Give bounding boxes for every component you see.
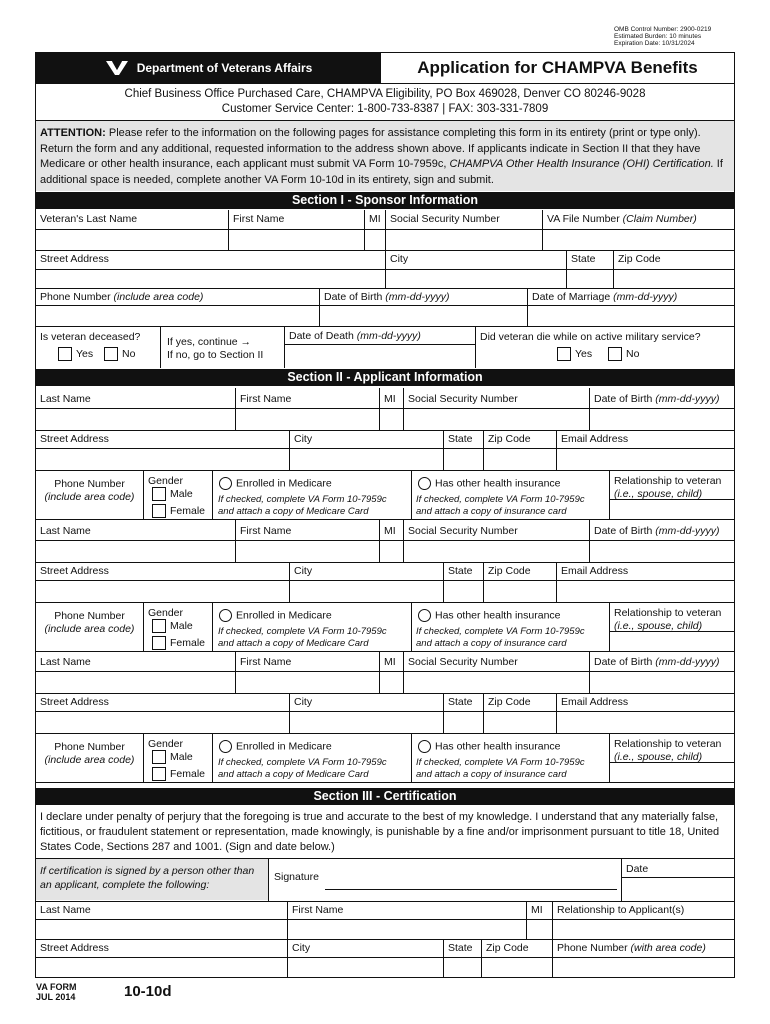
applicant-3-email-label: Email Address [561,696,629,708]
attention-text: Please refer to the information on the following pages for assistance completing this form in its entirety (print or type only). Return the form and any additional, requested information to the address shown above. If applicants indicate in Section II that they have Medicare or other health insurance, each applicant must submit VA Form 10-7959c, [40,127,701,170]
applicant-3-ohi-radio[interactable] [418,740,431,753]
attention-label: ATTENTION: [40,127,106,139]
third-party-note: If certification is signed by a person other than an applicant, complete the following: [36,859,268,900]
veteran-dob-field[interactable] [320,306,527,326]
active-duty-question: Did veteran die while on active military service? [480,331,701,343]
applicant-1-email-label: Email Address [561,433,629,445]
veteran-street-field[interactable] [36,270,385,288]
section-1-header: Section I - Sponsor Information [36,192,734,209]
certifier-city-label: City [292,942,311,954]
va-seal-icon [105,59,129,77]
certifier-mi-label: MI [531,904,543,916]
applicant-2-mi-label: MI [384,525,396,537]
certifier-phone-field[interactable] [553,958,733,976]
applicant-1-zip-label: Zip Code [488,433,531,445]
applicant-2-medicare-note: If checked, complete VA Form 10-7959c and attach a copy of Medicare Card [218,626,387,649]
applicant-3-state-label: State [448,696,473,708]
applicant-1-ohi-option[interactable]: Has other health insurance [414,475,565,492]
applicant-3-last-name-field[interactable] [36,672,235,692]
omb-burden: Estimated Burden: 10 minutes [614,33,702,40]
deceased-question: Is veteran deceased? [40,331,141,343]
veteran-phone-label: Phone Number (include area code) [40,291,204,303]
deceased-no-checkbox[interactable] [104,347,118,361]
applicant-2-medicare-radio[interactable] [219,609,232,622]
address-line: Chief Business Office Purchased Care, CHAMPVA Eligibility, PO Box 469028, Denver CO 80246-9028 [124,88,646,100]
applicant-2-last-name-label: Last Name [40,525,91,537]
applicant-1-gender-label: Gender [148,475,184,487]
applicant-2-state-label: State [448,565,473,577]
applicant-1-ssn-field[interactable] [404,409,589,429]
applicant-3-female-option[interactable]: Female [148,765,209,783]
applicant-3-dob-field[interactable] [590,672,733,692]
applicant-2-relationship-label: Relationship to veteran (i.e., spouse, child) [614,607,722,632]
applicant-1-dob-label: Date of Birth (mm-dd-yyyy) [594,393,720,405]
form-date: JUL 2014 [36,992,76,1002]
applicant-3-male-option[interactable]: Male [148,748,197,766]
applicant-1-street-field[interactable] [36,449,289,469]
applicant-1-mi-label: MI [384,393,396,405]
veteran-phone-field[interactable] [36,306,319,326]
applicant-1-relationship-label: Relationship to veteran (i.e., spouse, child) [614,475,722,500]
applicant-2-dob-label: Date of Birth (mm-dd-yyyy) [594,525,720,537]
applicant-3-phone-field[interactable] [36,765,143,779]
applicant-2-email-label: Email Address [561,565,629,577]
applicant-3-mi-label: MI [384,656,396,668]
veteran-last-name-field[interactable] [36,230,228,250]
applicant-1-female-option[interactable]: Female [148,502,209,520]
form-footer [36,982,77,1002]
veteran-ssn-field[interactable] [386,230,542,250]
applicant-2-street-field[interactable] [36,581,289,601]
applicant-3-medicare-radio[interactable] [219,740,232,753]
applicant-1-state-field[interactable] [444,449,483,469]
certifier-mi-field[interactable] [527,920,552,938]
applicant-2-male-option[interactable]: Male [148,617,197,635]
veteran-state-label: State [571,253,596,265]
certifier-state-field[interactable] [444,958,481,976]
death-date-label: Date of Death (mm-dd-yyyy) [289,330,421,342]
applicant-1-street-label: Street Address [40,433,109,445]
applicant-1-medicare-option[interactable]: Enrolled in Medicare [215,475,336,492]
applicant-1-state-label: State [448,433,473,445]
deceased-instructions [163,334,267,364]
mailing-address [36,83,734,121]
applicant-3-relationship-label: Relationship to veteran (i.e., spouse, child) [614,738,722,763]
applicant-1-city-label: City [294,433,313,445]
applicant-1-mi-field[interactable] [380,409,403,429]
applicant-2-ssn-label: Social Security Number [408,525,518,537]
agency-banner [36,53,381,83]
omb-control-number: OMB Control Number: 2900-0219 [614,26,712,33]
applicant-1-last-name-label: Last Name [40,393,91,405]
form-number: 10-10d [124,983,172,1000]
veteran-mi-label: MI [369,213,381,225]
applicant-2-city-label: City [294,565,313,577]
applicant-2-mi-field[interactable] [380,541,403,561]
agency-name: Department of Veterans Affairs [136,61,313,75]
attention-text-end: If additional space is needed, complete another VA Form 10-10d in its entirety, sign and submit. [40,158,723,186]
certifier-relationship-label: Relationship to Applicant(s) [557,904,685,916]
applicant-2-phone-label: Phone Number (include area code) [44,610,135,635]
applicant-3-last-name-label: Last Name [40,656,91,668]
applicant-2-relationship-field[interactable] [610,632,733,648]
applicant-3-state-field[interactable] [444,712,483,732]
applicant-3-dob-label: Date of Birth (mm-dd-yyyy) [594,656,720,668]
certifier-relationship-field[interactable] [553,920,733,938]
applicant-2-ohi-radio[interactable] [418,609,431,622]
applicant-3-ssn-field[interactable] [404,672,589,692]
marriage-date-field[interactable] [528,306,733,326]
signature-field[interactable] [325,868,617,890]
veteran-zip-label: Zip Code [618,253,661,265]
omb-info [614,26,732,47]
applicant-3-street-field[interactable] [36,712,289,732]
veteran-last-name-label: Veteran's Last Name [40,213,138,225]
section-3-header: Section III - Certification [36,788,734,805]
death-date-field[interactable] [285,345,474,367]
veteran-city-field[interactable] [386,270,566,288]
applicant-3-relationship-field[interactable] [610,763,733,779]
applicant-3-zip-label: Zip Code [488,696,531,708]
applicant-1-last-name-field[interactable] [36,409,235,429]
certifier-last-name-field[interactable] [36,920,287,938]
applicant-2-gender-label: Gender [148,607,184,619]
applicant-3-first-name-field[interactable] [236,672,379,692]
applicant-1-dob-field[interactable] [590,409,733,429]
applicant-3-medicare-option[interactable]: Enrolled in Medicare [215,738,336,755]
certifier-state-label: State [448,942,473,954]
applicant-3-city-label: City [294,696,313,708]
veteran-first-name-field[interactable] [229,230,364,250]
signature-date-label: Date [626,863,649,875]
applicant-2-last-name-field[interactable] [36,541,235,561]
applicant-1-first-name-field[interactable] [236,409,379,429]
veteran-zip-field[interactable] [614,270,733,288]
applicant-2-email-field[interactable] [557,581,733,601]
certifier-zip-label: Zip Code [486,942,529,954]
signature-date-field[interactable] [622,878,733,898]
veteran-first-name-label: First Name [233,213,285,225]
applicant-1-medicare-note: If checked, complete VA Form 10-7959c and attach a copy of Medicare Card [218,494,387,517]
applicant-3-first-name-label: First Name [240,656,292,668]
veteran-state-field[interactable] [567,270,613,288]
signature-label: Signature [274,871,319,883]
applicant-3-city-field[interactable] [290,712,443,732]
applicant-2-dob-field[interactable] [590,541,733,561]
applicant-3-email-field[interactable] [557,712,733,732]
certifier-street-field[interactable] [36,958,287,976]
applicant-2-city-field[interactable] [290,581,443,601]
certifier-street-label: Street Address [40,942,109,954]
certifier-first-name-field[interactable] [288,920,526,938]
applicant-2-state-field[interactable] [444,581,483,601]
applicant-1-ssn-label: Social Security Number [408,393,518,405]
certifier-phone-label: Phone Number (with area code) [557,942,706,954]
applicant-3-mi-field[interactable] [380,672,403,692]
applicant-1-relationship-field[interactable] [610,500,733,516]
certifier-city-field[interactable] [288,958,443,976]
applicant-2-ohi-option[interactable]: Has other health insurance [414,607,565,624]
customer-service-line: Customer Service Center: 1-800-733-8387 | FAX: 303-331-7809 [221,103,549,115]
deceased-yes-option[interactable]: Yes [54,345,97,363]
applicant-1-ohi-radio[interactable] [418,477,431,490]
veteran-ssn-label: Social Security Number [390,213,500,225]
applicant-1-ohi-note: If checked, complete VA Form 10-7959c and attach a copy of insurance card [416,494,585,517]
va-file-number-label: VA File Number (Claim Number) [547,213,697,225]
attention-notice [36,121,734,191]
marriage-date-label: Date of Marriage (mm-dd-yyyy) [532,291,678,303]
if-yes-note: If yes, continue → [167,336,252,348]
applicant-2-first-name-field[interactable] [236,541,379,561]
applicant-1-email-field[interactable] [557,449,733,469]
active-duty-yes-checkbox[interactable] [557,347,571,361]
veteran-street-label: Street Address [40,253,109,265]
applicant-3-phone-label: Phone Number (include area code) [44,741,135,766]
applicant-1-city-field[interactable] [290,449,443,469]
applicant-3-female-checkbox[interactable] [152,767,166,781]
applicant-2-ssn-field[interactable] [404,541,589,561]
applicant-3-medicare-note: If checked, complete VA Form 10-7959c and attach a copy of Medicare Card [218,757,387,780]
attention-form-name: CHAMPVA Other Health Insurance (OHI) Certification. [449,158,714,170]
form-title: Application for CHAMPVA Benefits [417,58,698,77]
if-no-note: If no, go to Section II [167,349,264,361]
applicant-2-medicare-option[interactable]: Enrolled in Medicare [215,607,336,624]
applicant-1-female-checkbox[interactable] [152,504,166,518]
va-form-label: VA FORM [36,982,77,992]
veteran-dob-label: Date of Birth (mm-dd-yyyy) [324,291,450,303]
omb-expiration: Expiration Date: 10/31/2024 [614,40,695,47]
veteran-city-label: City [390,253,409,265]
applicant-3-street-label: Street Address [40,696,109,708]
deceased-no-option[interactable]: No [100,345,139,363]
applicant-1-first-name-label: First Name [240,393,292,405]
certifier-first-name-label: First Name [292,904,344,916]
applicant-1-medicare-radio[interactable] [219,477,232,490]
certifier-last-name-label: Last Name [40,904,91,916]
certification-declaration: I declare under penalty of perjury that the foregoing is true and accurate to the best of my knowledge. I understand that any materially false, fictitious, or fraudulent statement or representation, made knowingly, is punishable by a fine and/or imprisonment pursuant to title 18, United States Code, Sections 287 and 1001. (Sign and date below.) [40,811,720,853]
va-file-number-field[interactable] [543,230,733,250]
applicant-3-male-checkbox[interactable] [152,750,166,764]
applicant-2-street-label: Street Address [40,565,109,577]
applicant-3-ohi-note: If checked, complete VA Form 10-7959c and attach a copy of insurance card [416,757,585,780]
applicant-1-phone-field[interactable] [36,502,143,516]
applicant-1-zip-field[interactable] [484,449,556,469]
veteran-mi-field[interactable] [365,230,385,250]
applicant-2-female-checkbox[interactable] [152,636,166,650]
applicant-2-zip-field[interactable] [484,581,556,601]
applicant-3-ssn-label: Social Security Number [408,656,518,668]
applicant-2-first-name-label: First Name [240,525,292,537]
applicant-1-male-checkbox[interactable] [152,487,166,501]
applicant-1-phone-label: Phone Number (include area code) [44,478,135,503]
applicant-3-zip-field[interactable] [484,712,556,732]
certifier-zip-field[interactable] [482,958,552,976]
applicant-3-ohi-option[interactable]: Has other health insurance [414,738,565,755]
applicant-2-male-checkbox[interactable] [152,619,166,633]
active-duty-no-checkbox[interactable] [608,347,622,361]
applicant-2-phone-field[interactable] [36,634,143,648]
active-duty-no-option[interactable]: No [604,345,643,363]
applicant-1-male-option[interactable]: Male [148,485,197,503]
section-2-header: Section II - Applicant Information [36,369,734,386]
active-duty-yes-option[interactable]: Yes [553,345,596,363]
applicant-3-gender-label: Gender [148,738,184,750]
applicant-2-zip-label: Zip Code [488,565,531,577]
applicant-2-ohi-note: If checked, complete VA Form 10-7959c and attach a copy of insurance card [416,626,585,649]
deceased-yes-checkbox[interactable] [58,347,72,361]
applicant-2-female-option[interactable]: Female [148,634,209,652]
